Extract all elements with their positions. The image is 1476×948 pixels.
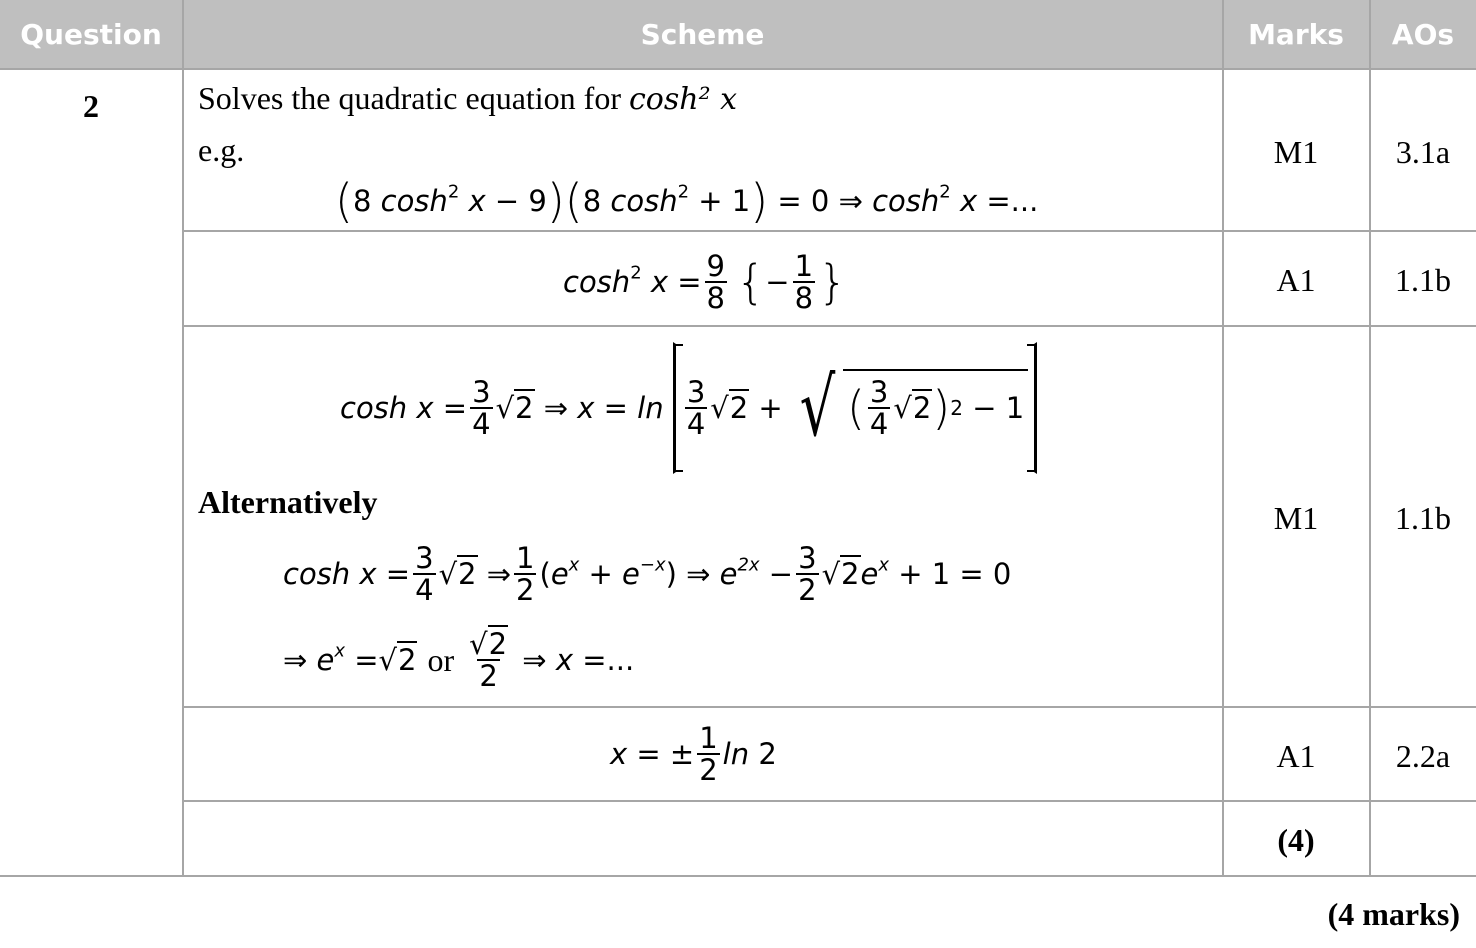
header-marks: Marks — [1223, 0, 1369, 68]
row4-equation: x = ± $\frac{1}{2}$ ln 2 — [610, 720, 777, 787]
grid-line — [182, 0, 184, 876]
row4-ao: 2.2a — [1395, 738, 1451, 774]
row1-text — [198, 80, 737, 117]
grid-line — [0, 68, 1476, 70]
grid-line — [0, 875, 1476, 877]
row1-text-label: Solves the quadratic equation for — [198, 80, 621, 116]
row2-equation: $\cosh^2 x$ = $\frac{9}{8}$ { − $\frac{1}{8}$ } — [563, 248, 848, 315]
grid-line — [182, 706, 1476, 708]
header-question: Question — [0, 0, 182, 68]
header-aos: AOs — [1370, 0, 1476, 68]
row1-eg: e.g. — [198, 132, 245, 168]
row3-ao: 1.1b — [1395, 500, 1451, 536]
row1-text-math: cosh² x — [628, 82, 738, 117]
row3-alt-equation-2: ⇒ $e^x$ = √2 or $\frac{√2}{2}$ ⇒ x =... — [283, 626, 635, 693]
row3-alt-label: Alternatively — [198, 484, 378, 520]
row2-mark: A1 — [1276, 262, 1316, 298]
row2-ao: 1.1b — [1395, 262, 1451, 298]
row3-or-word: or — [427, 641, 455, 678]
grid-line — [182, 325, 1476, 327]
row4-mark: A1 — [1276, 738, 1316, 774]
row3-equation-main: cosh x = $\frac{3}{4}$ √2 ⇒ x = ln $\frac{3}{4}$ √2 + √ ( $\frac{3}{4}$ √2 ) 2 − 1 — [340, 338, 1037, 478]
row1-mark: M1 — [1273, 134, 1319, 170]
total-marks: (4 marks) — [1327, 896, 1460, 932]
row3-mark: M1 — [1273, 500, 1319, 536]
row3-alt-equation-1: cosh x = $\frac{3}{4}$ √2 ⇒ $\frac{1}{2}$ $(e^x + e^{-x})$ ⇒ $e^{2x}$ − $\frac{3}{2}$ √2 $e^x + 1 = 0$ — [283, 540, 1012, 607]
row5-mark: (4) — [1277, 822, 1315, 858]
row1-ao: 3.1a — [1395, 134, 1451, 170]
grid-line — [182, 800, 1476, 802]
grid-line — [182, 230, 1476, 232]
header-scheme: Scheme — [183, 0, 1222, 68]
row1-equation: ( 8 $\cosh^2 x - 9$ )( 8 $\cosh^2 + 1$ ) = 0 ⇒ $\cosh^2 x$ =... — [335, 174, 1039, 228]
question-number: 2 — [83, 88, 99, 124]
